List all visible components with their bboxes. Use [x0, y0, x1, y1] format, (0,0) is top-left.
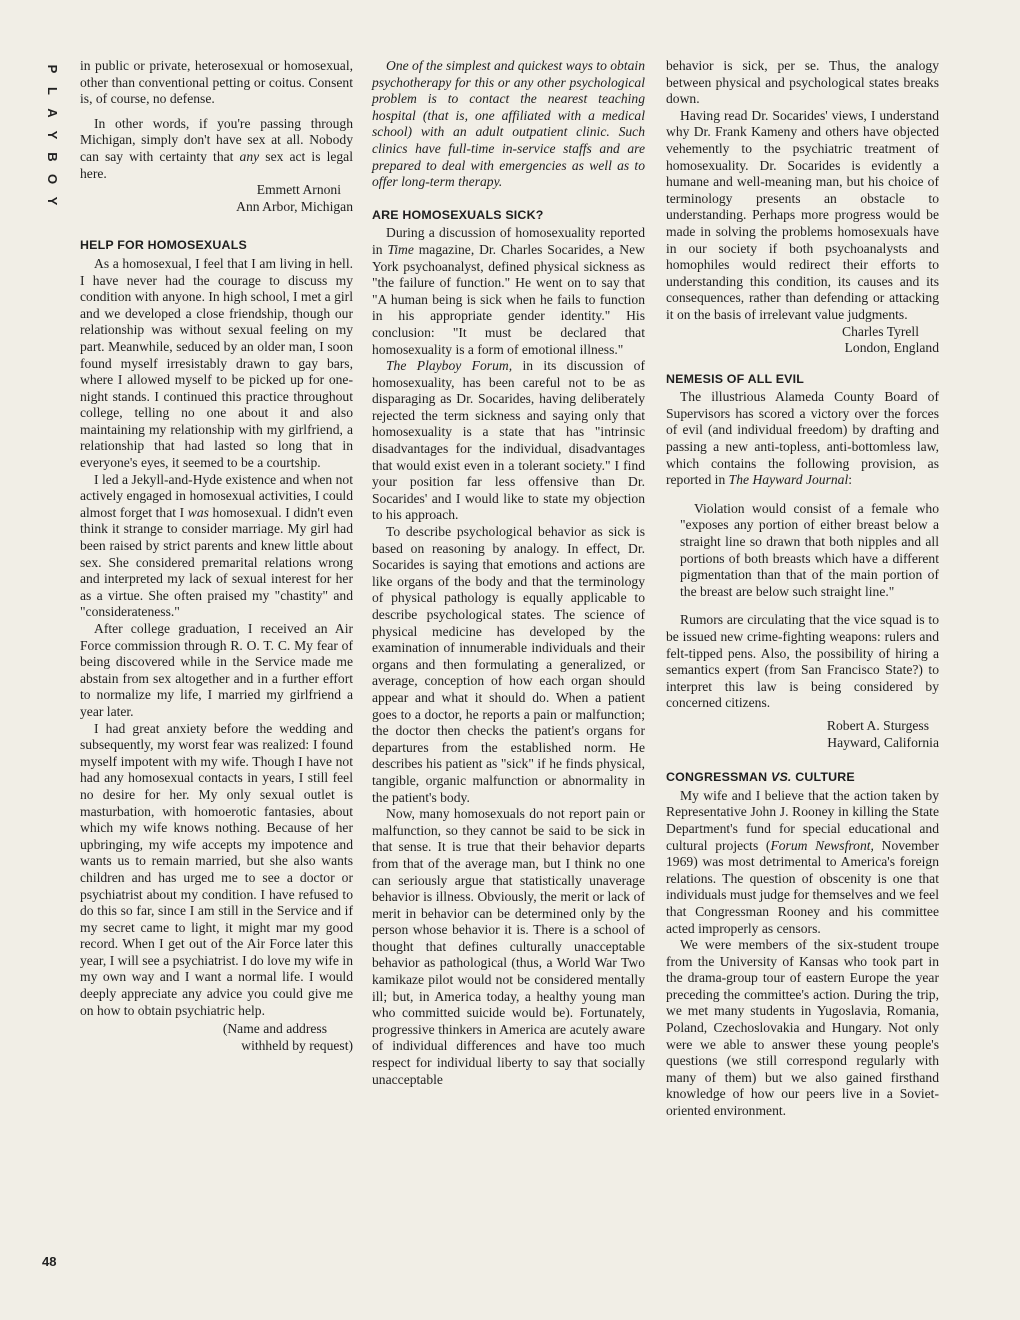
section-heading: ARE HOMOSEXUALS SICK? — [372, 207, 544, 222]
logo-letter: A — [45, 108, 60, 118]
quote-text: Violation would consist of a female who "exposes any portion of either breast below a straight line so drawn that both nipples and all portions of both breasts which have a different pigmentation than that of the main portion of the breast are below such straight line." — [680, 500, 939, 599]
paragraph: To describe psychological behavior as sick is based on reasoning by analogy. In effect, Dr. Socarides is saying that emotions and actions are like organs of the body and that the terminology of physical pathology is equally applicable to describe psychological states. The science of physical medicine has developed by the examination of innumerable individuals and their organs and then formulating a generalized, or average, conception of how each organ should appear and what it should do. When a patient goes to a doctor, he reports a pain or malfunction; the doctor then checks the patient's organs for departures from the established norm. He describes his patient as "sick" if he finds physical, tangible, organic malfunction or abnormality in the patient's body. — [372, 524, 645, 805]
playboy-vertical-logo — [40, 58, 64, 212]
logo-letter: Y — [45, 130, 60, 140]
signature — [80, 182, 353, 215]
quoted-provision — [680, 501, 939, 601]
section-heading: CONGRESSMAN VS. CULTURE — [666, 770, 855, 785]
signature-name: Robert A. Sturgess — [826, 717, 929, 733]
signature — [666, 718, 939, 751]
logo-letter: B — [45, 152, 60, 162]
paragraph: in public or private, heterosexual or homosexual, other than conventional petting or coitus. Consent is, of course, no defense. — [80, 58, 353, 107]
signature-line: (Name and address — [222, 1021, 327, 1037]
paragraph: In other words, if you're passing through Michigan, simply don't have sex at all. Nobody can say with certainty that any sex act is legal here. — [80, 115, 353, 181]
paragraph: The Playboy Forum, in its discussion of homosexuality, has been careful not to be as disparaging as Dr. Socarides, having deliberately rejected the term sickness and saying only that homosexuality is a state that has "intrinsic disadvantages for the individual, disadvantages that would exist even in a tolerant society." I find your position far less offensive than Dr. Socarides' and I would like to state my objection to his approach. — [372, 358, 645, 523]
page-number: 48 — [42, 1254, 57, 1269]
paragraph: I had great anxiety before the wedding and subsequently, my worst fear was realized: I found myself impotent with my wife. Though I have not had any homosexual contacts in years, I still feel no desire for her. My only sexual outlet is masturbation, with homoerotic fantasies, about which my wife knows nothing. Because of her upbringing, my wife accepts my impotence and wants us to remain married, but she also wants children and has urged me to see a doctor or psychiatrist about my condition. I have refused to do this so far, since I am still in the Service and if my secret came to light, it might mar my good record. When I get out of the Air Force later this year, I will see a psychiatrist. I do love my wife in my own way and I want a normal life. I would deeply appreciate any advice you could give me on how to obtain psychiatric help. — [80, 720, 353, 1018]
paragraph: After college graduation, I received an Air Force commission through R. O. T. C. My fear of being discovered while in the Service made me abstain from sex altogether and in a further effort to normalize my life, I married my girlfriend a year later. — [80, 621, 353, 719]
signature — [666, 324, 939, 357]
column-2 — [372, 58, 645, 1088]
signature-name: Charles Tyrell — [842, 323, 919, 339]
paragraph: The illustrious Alameda County Board of Supervisors has scored a victory over the forces of evil (and individual freedom) by drafting and passing a new anti-topless, anti-bottomless law, which contains the following provision, as reported in The Hayward Journal: — [666, 389, 939, 488]
paragraph: We were members of the six-student troupe from the University of Kansas who took part in the drama-group tour of eastern Europe the year preceding the committee's action. During the trip, we met many students in Yugoslavia, Romania, Poland, Czechoslovakia and Hungary. Not only were we able to answer these young people's questions (we still correspond regularly with many of them) but we also gained firsthand knowledge of how our peers live in a Soviet-oriented environment. — [666, 937, 939, 1119]
paragraph: My wife and I believe that the action taken by Representative John J. Rooney in killing the State Department's fund for special educational and cultural projects (Forum Newsfront, November 1969) was most detrimental to America's foreign relations. The question of obscenity is one that individuals must judge for themselves and we feel that Congressman Rooney and his committee acted improperly as censors. — [666, 787, 939, 936]
signature-place: Hayward, California — [827, 734, 939, 750]
paragraph: Rumors are circulating that the vice squad is to be issued new crime-fighting weapons: rulers and felt-tipped pens. Also, the possibility of hiring a semantics expert (from San Francisco State?) to interpret this law is being considered by concerned citizens. — [666, 612, 939, 711]
paragraph: behavior is sick, per se. Thus, the analogy between physical and psychological states breaks down. — [666, 58, 939, 107]
paragraph: During a discussion of homosexuality reported in Time magazine, Dr. Charles Socarides, a New York psychoanalyst, defined physical sickness as "the failure of function." He went on to say that "A human being is sick when he fails to function in his appropriate gender identity." His conclusion: "It must be declared that homosexuality is a form of emotional illness." — [372, 225, 645, 357]
logo-letter: P — [45, 64, 60, 74]
signature-name: Emmett Arnoni — [256, 182, 341, 198]
signature — [80, 1021, 353, 1054]
column-3 — [666, 58, 939, 1120]
paragraph: Having read Dr. Socarides' views, I understand why Dr. Frank Kameny and others have objected vehemently to the psychiatric treatment of homosexuality. Dr. Socarides is evidently a humane and well-meaning man, but his choice of terminology presents an obstacle to understanding. Perhaps more progress would be made in solving the problems homosexuals have in our society if both psychoanalysts and homophiles would redirect their efforts to understanding this condition, its causes and its consequences, rather than defending or attacking it on the basis of irrelevant value judgments. — [666, 107, 939, 322]
paragraph: I led a Jekyll-and-Hyde existence and when not actively engaged in homosexual activities, I could almost forget that I was homosexual. I didn't even think it strange to consider marriage. My girl had been raised by strict parents and knew little about sex. She considered premarital relations wrong and interpreted my lack of sexual interest for her as a virtue. She often praised my "chastity" and "considerateness." — [80, 471, 354, 620]
logo-letter: L — [45, 87, 60, 95]
logo-letter: O — [45, 173, 60, 185]
signature-place: London, England — [844, 340, 939, 356]
signature-place: Ann Arbor, Michigan — [236, 198, 353, 214]
logo-letter: Y — [45, 196, 60, 206]
section-heading: HELP FOR HOMOSEXUALS — [80, 238, 247, 253]
column-1 — [80, 58, 353, 1054]
editorial-reply: One of the simplest and quickest ways to obtain psychotherapy for this or any other psychological problem is to contact the nearest teaching hospital (that is, one affiliated with a medical school) with an adult outpatient clinic. Such clinics have full-time in-service staffs and are prepared to deal with emergencies as well as to offer long-term therapy. — [372, 58, 646, 190]
paragraph: Now, many homosexuals do not report pain or malfunction, so they cannot be said to be sick in that sense. It is true that their behavior departs from that of the average man, but I think no one can seriously argue that statistically unaverage behavior is illness. Obviously, the merit or lack of merit in behavior can be determined only by the person whose behavior it is. There is a school of thought that defines culturally unacceptable behavior as pathological (thus, a World War Two kamikaze pilot would not be considered mentally ill; but, in America today, a healthy young man who committed suicide would be). Fortunately, progressive thinkers in America are acutely aware of individual differences and have too much respect for individual liberty to say that socially unacceptable — [372, 806, 645, 1087]
paragraph: As a homosexual, I feel that I am living in hell. I have never had the courage to discuss my condition with anyone. In high school, I met a girl and we developed a close friendship, though our relationship was without sexual feeling on my part. Meanwhile, seduced by an older man, I soon found myself irresistably drawn to gay bars, where I allowed myself to be picked up for one-night stands. I continued this practice throughout college, telling no one about it and also maintaining my relationship with my girlfriend, a relationship that had lasted so long that in everyone's eyes, it seemed to be a courtship. — [80, 255, 353, 471]
section-heading: NEMESIS OF ALL EVIL — [666, 371, 805, 386]
signature-line: withheld by request) — [241, 1037, 353, 1053]
